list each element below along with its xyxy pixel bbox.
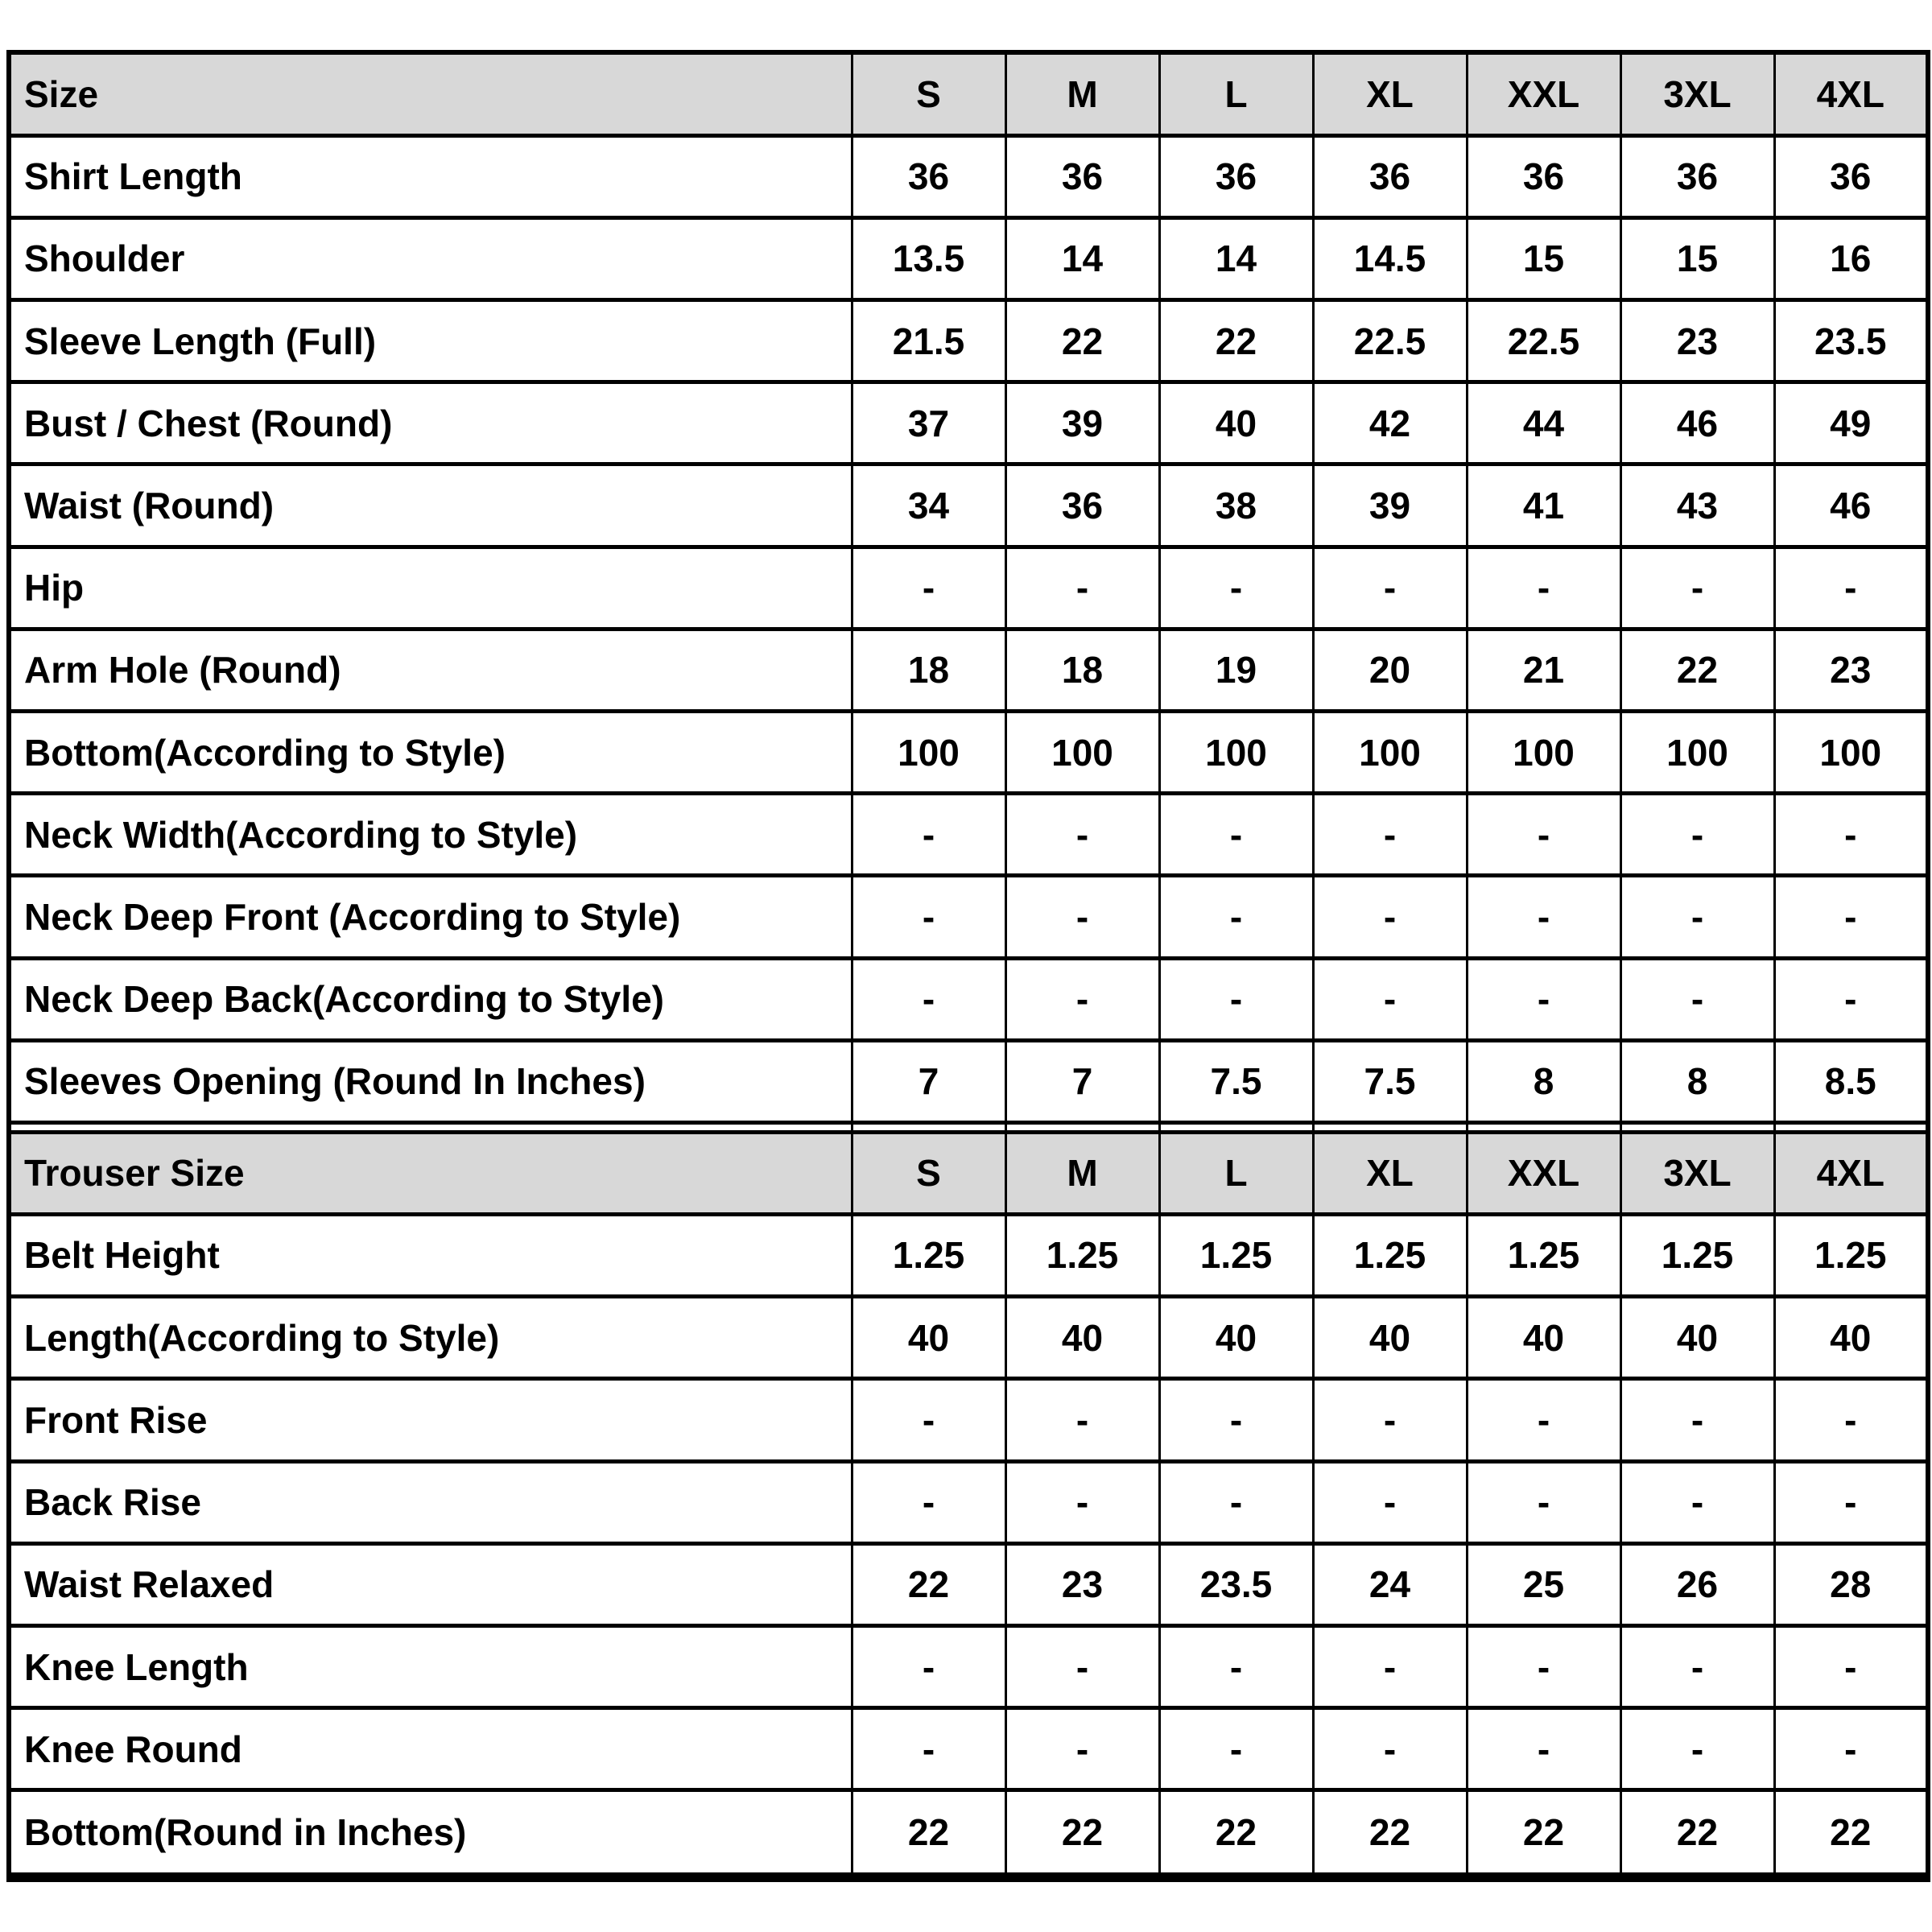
row-label: Neck Width(According to Style) — [9, 794, 852, 876]
spacer-cell — [1467, 1122, 1620, 1132]
measurement-value-cell: 100 — [1467, 711, 1620, 793]
measurement-value-cell: 7 — [1005, 1040, 1159, 1122]
table-row — [9, 1790, 1928, 1877]
measurement-value-cell: 8 — [1620, 1040, 1774, 1122]
measurement-value-cell: - — [1467, 1708, 1620, 1790]
measurement-value-cell: - — [852, 1461, 1005, 1543]
row-label: Knee Round — [9, 1708, 852, 1790]
measurement-value-cell: - — [1159, 1708, 1313, 1790]
measurement-value-cell: - — [1467, 958, 1620, 1040]
shirt-section-header-row — [9, 52, 1928, 135]
size-column-header: M — [1005, 1132, 1159, 1214]
size-column-header: 4XL — [1774, 52, 1928, 135]
measurement-value-cell: - — [1159, 958, 1313, 1040]
measurement-value-cell: 13.5 — [852, 217, 1005, 299]
measurement-value-cell: - — [1313, 1625, 1467, 1707]
spacer-cell — [852, 1122, 1005, 1132]
row-label: Waist (Round) — [9, 464, 852, 547]
measurement-value-cell: - — [1159, 876, 1313, 958]
measurement-value-cell: - — [1005, 1625, 1159, 1707]
measurement-value-cell: 39 — [1313, 464, 1467, 547]
table-row — [9, 217, 1928, 299]
row-label: Neck Deep Back(According to Style) — [9, 958, 852, 1040]
measurement-value-cell: 21 — [1467, 629, 1620, 711]
measurement-value-cell: 36 — [1159, 135, 1313, 217]
measurement-value-cell: 19 — [1159, 629, 1313, 711]
measurement-value-cell: 14 — [1159, 217, 1313, 299]
table-row — [9, 464, 1928, 547]
measurement-value-cell: 36 — [1467, 135, 1620, 217]
measurement-value-cell: - — [852, 547, 1005, 629]
measurement-value-cell: 100 — [1005, 711, 1159, 793]
spacer-cell — [1774, 1122, 1928, 1132]
measurement-value-cell: 40 — [1774, 1297, 1928, 1379]
row-label: Front Rise — [9, 1379, 852, 1461]
spacer-label-cell — [9, 1122, 852, 1132]
measurement-value-cell: 22 — [1159, 1790, 1313, 1877]
measurement-value-cell: 22 — [1620, 629, 1774, 711]
measurement-value-cell: - — [1620, 958, 1774, 1040]
measurement-value-cell: - — [1159, 1461, 1313, 1543]
measurement-value-cell: 8 — [1467, 1040, 1620, 1122]
size-column-header: XL — [1313, 52, 1467, 135]
table-row — [9, 1214, 1928, 1296]
table-row — [9, 1543, 1928, 1625]
measurement-value-cell: 15 — [1620, 217, 1774, 299]
table-row — [9, 629, 1928, 711]
measurement-value-cell: 40 — [852, 1297, 1005, 1379]
size-column-header: XXL — [1467, 1132, 1620, 1214]
measurement-value-cell: 22 — [1313, 1790, 1467, 1877]
table-row — [9, 382, 1928, 464]
row-label: Shirt Length — [9, 135, 852, 217]
measurement-value-cell: 100 — [852, 711, 1005, 793]
measurement-value-cell: 22.5 — [1467, 299, 1620, 382]
table-row — [9, 1625, 1928, 1707]
measurement-value-cell: 26 — [1620, 1543, 1774, 1625]
measurement-value-cell: 100 — [1159, 711, 1313, 793]
size-column-header: S — [852, 1132, 1005, 1214]
measurement-value-cell: - — [1620, 876, 1774, 958]
measurement-value-cell: 36 — [1313, 135, 1467, 217]
measurement-value-cell: 23 — [1774, 629, 1928, 711]
measurement-value-cell: - — [852, 1708, 1005, 1790]
measurement-value-cell: 40 — [1159, 382, 1313, 464]
table-row — [9, 299, 1928, 382]
table-row — [9, 1461, 1928, 1543]
measurement-value-cell: 40 — [1313, 1297, 1467, 1379]
measurement-value-cell: - — [852, 1625, 1005, 1707]
size-column-header: 3XL — [1620, 52, 1774, 135]
measurement-value-cell: - — [1313, 794, 1467, 876]
spacer-cell — [1159, 1122, 1313, 1132]
measurement-value-cell: - — [1159, 1379, 1313, 1461]
row-label: Sleeves Opening (Round In Inches) — [9, 1040, 852, 1122]
measurement-value-cell: - — [1467, 1379, 1620, 1461]
measurement-value-cell: - — [852, 794, 1005, 876]
measurement-value-cell: 100 — [1620, 711, 1774, 793]
measurement-value-cell: 40 — [1159, 1297, 1313, 1379]
measurement-value-cell: 36 — [852, 135, 1005, 217]
measurement-value-cell: - — [1620, 1625, 1774, 1707]
measurement-value-cell: 7.5 — [1313, 1040, 1467, 1122]
table-row — [9, 876, 1928, 958]
measurement-value-cell: 40 — [1005, 1297, 1159, 1379]
size-column-header: 3XL — [1620, 1132, 1774, 1214]
measurement-value-cell: - — [1620, 1461, 1774, 1543]
row-label: Arm Hole (Round) — [9, 629, 852, 711]
measurement-value-cell: - — [852, 876, 1005, 958]
measurement-value-cell: - — [1159, 547, 1313, 629]
measurement-value-cell: 40 — [1467, 1297, 1620, 1379]
measurement-value-cell: 43 — [1620, 464, 1774, 547]
table-row — [9, 1040, 1928, 1122]
row-label: Bottom(Round in Inches) — [9, 1790, 852, 1877]
measurement-value-cell: - — [1620, 794, 1774, 876]
measurement-value-cell: 23.5 — [1159, 1543, 1313, 1625]
measurement-value-cell: 20 — [1313, 629, 1467, 711]
measurement-value-cell: 14 — [1005, 217, 1159, 299]
measurement-value-cell: - — [1313, 1461, 1467, 1543]
table-row — [9, 135, 1928, 217]
measurement-value-cell: - — [1620, 1379, 1774, 1461]
measurement-value-cell: - — [1467, 1625, 1620, 1707]
measurement-value-cell: 36 — [1620, 135, 1774, 217]
measurement-value-cell: 46 — [1774, 464, 1928, 547]
measurement-value-cell: - — [1005, 547, 1159, 629]
measurement-value-cell: 7 — [852, 1040, 1005, 1122]
size-chart — [6, 50, 1930, 1882]
measurement-value-cell: 42 — [1313, 382, 1467, 464]
measurement-value-cell: 18 — [852, 629, 1005, 711]
measurement-value-cell: 23.5 — [1774, 299, 1928, 382]
measurement-value-cell: - — [1620, 547, 1774, 629]
table-row — [9, 1297, 1928, 1379]
row-label: Belt Height — [9, 1214, 852, 1296]
trouser-section-header-row — [9, 1132, 1928, 1214]
measurement-value-cell: 46 — [1620, 382, 1774, 464]
table-row — [9, 547, 1928, 629]
size-column-header: S — [852, 52, 1005, 135]
measurement-value-cell: - — [852, 1379, 1005, 1461]
size-column-header: L — [1159, 1132, 1313, 1214]
row-label: Shoulder — [9, 217, 852, 299]
measurement-value-cell: 23 — [1005, 1543, 1159, 1625]
measurement-value-cell: - — [1313, 958, 1467, 1040]
measurement-value-cell: - — [1467, 876, 1620, 958]
measurement-value-cell: 1.25 — [1620, 1214, 1774, 1296]
measurement-value-cell: - — [1313, 1708, 1467, 1790]
section-header-label: Size — [9, 52, 852, 135]
measurement-value-cell: 1.25 — [1159, 1214, 1313, 1296]
measurement-value-cell: 24 — [1313, 1543, 1467, 1625]
measurement-value-cell: 40 — [1620, 1297, 1774, 1379]
spacer-cell — [1313, 1122, 1467, 1132]
measurement-value-cell: - — [1467, 1461, 1620, 1543]
size-column-header: L — [1159, 52, 1313, 135]
measurement-value-cell: - — [1313, 1379, 1467, 1461]
measurement-value-cell: - — [1005, 794, 1159, 876]
measurement-value-cell: - — [1005, 958, 1159, 1040]
measurement-value-cell: - — [1774, 1379, 1928, 1461]
measurement-value-cell: 41 — [1467, 464, 1620, 547]
measurement-value-cell: 100 — [1774, 711, 1928, 793]
measurement-value-cell: - — [1005, 1461, 1159, 1543]
measurement-value-cell: 1.25 — [1005, 1214, 1159, 1296]
section-header-label: Trouser Size — [9, 1132, 852, 1214]
measurement-value-cell: 39 — [1005, 382, 1159, 464]
measurement-value-cell: 34 — [852, 464, 1005, 547]
measurement-value-cell: 22 — [1005, 1790, 1159, 1877]
measurement-value-cell: - — [1467, 547, 1620, 629]
measurement-value-cell: 22 — [1005, 299, 1159, 382]
measurement-value-cell: 28 — [1774, 1543, 1928, 1625]
measurement-value-cell: 15 — [1467, 217, 1620, 299]
measurement-value-cell: 1.25 — [1774, 1214, 1928, 1296]
row-label: Hip — [9, 547, 852, 629]
measurement-value-cell: - — [1005, 1708, 1159, 1790]
measurement-value-cell: 21.5 — [852, 299, 1005, 382]
measurement-value-cell: 100 — [1313, 711, 1467, 793]
measurement-value-cell: 22 — [1774, 1790, 1928, 1877]
measurement-value-cell: 44 — [1467, 382, 1620, 464]
measurement-value-cell: 22 — [852, 1543, 1005, 1625]
measurement-value-cell: 16 — [1774, 217, 1928, 299]
size-chart-body — [9, 52, 1928, 1877]
size-column-header: 4XL — [1774, 1132, 1928, 1214]
row-label: Neck Deep Front (According to Style) — [9, 876, 852, 958]
measurement-value-cell: 22.5 — [1313, 299, 1467, 382]
measurement-value-cell: 8.5 — [1774, 1040, 1928, 1122]
spacer-row — [9, 1122, 1928, 1132]
row-label: Length(According to Style) — [9, 1297, 852, 1379]
measurement-value-cell: 1.25 — [1313, 1214, 1467, 1296]
row-label: Bottom(According to Style) — [9, 711, 852, 793]
measurement-value-cell: - — [1774, 1625, 1928, 1707]
measurement-value-cell: 14.5 — [1313, 217, 1467, 299]
size-column-header: XL — [1313, 1132, 1467, 1214]
measurement-value-cell: 37 — [852, 382, 1005, 464]
measurement-value-cell: 18 — [1005, 629, 1159, 711]
row-label: Knee Length — [9, 1625, 852, 1707]
measurement-value-cell: - — [1774, 1708, 1928, 1790]
row-label: Back Rise — [9, 1461, 852, 1543]
row-label: Sleeve Length (Full) — [9, 299, 852, 382]
measurement-value-cell: 7.5 — [1159, 1040, 1313, 1122]
row-label: Waist Relaxed — [9, 1543, 852, 1625]
measurement-value-cell: - — [1313, 547, 1467, 629]
size-column-header: M — [1005, 52, 1159, 135]
measurement-value-cell: - — [1774, 547, 1928, 629]
table-row — [9, 1379, 1928, 1461]
measurement-value-cell: 36 — [1005, 464, 1159, 547]
size-column-header: XXL — [1467, 52, 1620, 135]
measurement-value-cell: 1.25 — [852, 1214, 1005, 1296]
spacer-cell — [1620, 1122, 1774, 1132]
measurement-value-cell: - — [1159, 1625, 1313, 1707]
table-row — [9, 1708, 1928, 1790]
measurement-value-cell: 22 — [1620, 1790, 1774, 1877]
measurement-value-cell: 49 — [1774, 382, 1928, 464]
measurement-value-cell: 25 — [1467, 1543, 1620, 1625]
table-row — [9, 711, 1928, 793]
measurement-value-cell: - — [1774, 958, 1928, 1040]
measurement-value-cell: - — [1005, 876, 1159, 958]
table-row — [9, 794, 1928, 876]
row-label: Bust / Chest (Round) — [9, 382, 852, 464]
spacer-cell — [1005, 1122, 1159, 1132]
measurement-value-cell: 36 — [1005, 135, 1159, 217]
measurement-value-cell: 22 — [852, 1790, 1005, 1877]
measurement-value-cell: 36 — [1774, 135, 1928, 217]
measurement-value-cell: 22 — [1467, 1790, 1620, 1877]
measurement-value-cell: - — [1774, 876, 1928, 958]
measurement-value-cell: 23 — [1620, 299, 1774, 382]
measurement-value-cell: - — [1620, 1708, 1774, 1790]
measurement-value-cell: - — [1774, 794, 1928, 876]
measurement-value-cell: - — [1313, 876, 1467, 958]
measurement-value-cell: - — [1005, 1379, 1159, 1461]
measurement-value-cell: 22 — [1159, 299, 1313, 382]
measurement-value-cell: - — [852, 958, 1005, 1040]
measurement-value-cell: - — [1467, 794, 1620, 876]
measurement-value-cell: 38 — [1159, 464, 1313, 547]
measurement-value-cell: 1.25 — [1467, 1214, 1620, 1296]
size-chart-table — [6, 50, 1930, 1882]
table-row — [9, 958, 1928, 1040]
measurement-value-cell: - — [1774, 1461, 1928, 1543]
measurement-value-cell: - — [1159, 794, 1313, 876]
